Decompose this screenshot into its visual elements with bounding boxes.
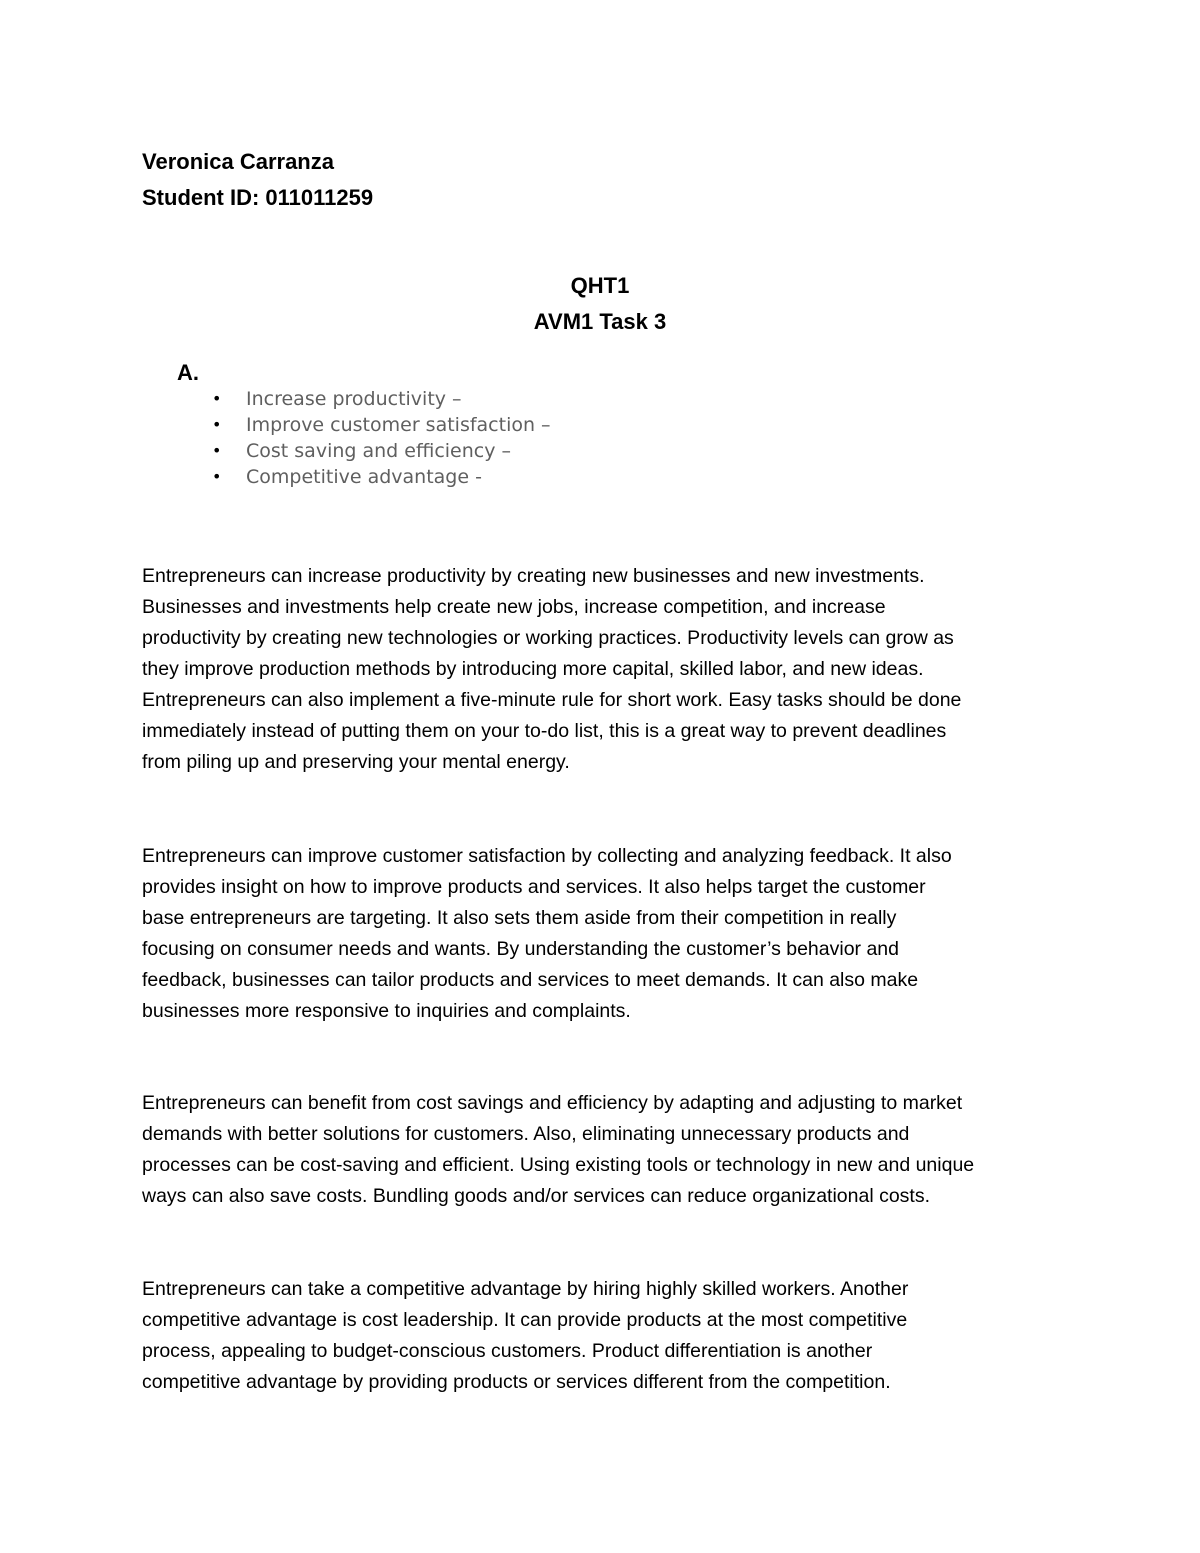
paragraph-line: provides insight on how to improve products and services. It also helps target the customer	[142, 876, 926, 898]
list-item	[212, 464, 551, 490]
paragraph-line: Entrepreneurs can take a competitive advantage by hiring highly skilled workers. Another	[142, 1278, 909, 1300]
paragraph-line: Entrepreneurs can improve customer satisfaction by collecting and analyzing feedback. It also	[142, 845, 952, 867]
paragraph-line: feedback, businesses can tailor products and services to meet demands. It can also make	[142, 969, 919, 991]
bullet-icon: •	[212, 467, 222, 486]
paragraph-line: base entrepreneurs are targeting. It also sets them aside from their competition in really	[142, 907, 897, 929]
paragraph-productivity	[142, 561, 1062, 778]
paragraph-line: competitive advantage by providing products or services different from the competition.	[142, 1371, 891, 1393]
paragraph-line: Entrepreneurs can increase productivity by creating new businesses and new investments.	[142, 565, 925, 587]
course-code: QHT1	[570, 273, 630, 298]
paragraph-line: competitive advantage is cost leadership. It can provide products at the most competitive	[142, 1309, 908, 1331]
list-item-text: Increase productivity –	[246, 388, 462, 410]
paragraph-line: immediately instead of putting them on your to-do list, this is a great way to prevent deadlines	[142, 720, 947, 742]
task-title: AVM1 Task 3	[533, 309, 667, 334]
document-title	[0, 268, 1200, 340]
paragraph-line: they improve production methods by introducing more capital, skilled labor, and new ideas.	[142, 658, 924, 680]
paragraph-customer-satisfaction	[142, 841, 1062, 1027]
bullet-icon: •	[212, 415, 222, 434]
paragraph-line: ways can also save costs. Bundling goods and/or services can reduce organizational costs.	[142, 1185, 931, 1207]
paragraph-line: Businesses and investments help create new jobs, increase competition, and increase	[142, 596, 886, 618]
paragraph-line: businesses more responsive to inquiries and complaints.	[142, 1000, 631, 1022]
paragraph-line: Entrepreneurs can also implement a five-minute rule for short work. Easy tasks should be done	[142, 689, 962, 711]
bullet-icon: •	[212, 389, 222, 408]
paragraph-line: Entrepreneurs can benefit from cost savings and efficiency by adapting and adjusting to market	[142, 1092, 963, 1114]
list-item-text: Cost saving and efficiency –	[246, 440, 512, 462]
list-item	[212, 438, 551, 464]
list-item	[212, 412, 551, 438]
paragraph-competitive-advantage	[142, 1274, 1062, 1398]
bullet-list	[212, 386, 551, 490]
list-item-text: Competitive advantage -	[246, 466, 482, 488]
paragraph-line: demands with better solutions for customers. Also, eliminating unnecessary products and	[142, 1123, 910, 1145]
bullet-icon: •	[212, 441, 222, 460]
list-item	[212, 386, 551, 412]
paragraph-line: process, appealing to budget-conscious customers. Product differentiation is another	[142, 1340, 873, 1362]
section-letter: A.	[177, 360, 199, 385]
paragraph-line: processes can be cost-saving and efficient. Using existing tools or technology in new and unique	[142, 1154, 975, 1176]
paragraph-line: productivity by creating new technologies or working practices. Productivity levels can grow as	[142, 627, 954, 649]
student-id: Student ID: 011011259	[142, 185, 374, 210]
paragraph-line: focusing on consumer needs and wants. By understanding the customer’s behavior and	[142, 938, 899, 960]
paragraph-cost-saving	[142, 1088, 1062, 1212]
author-block	[142, 144, 373, 216]
author-name: Veronica Carranza	[142, 149, 334, 174]
paragraph-line: from piling up and preserving your mental energy.	[142, 751, 570, 773]
list-item-text: Improve customer satisfaction –	[246, 414, 551, 436]
